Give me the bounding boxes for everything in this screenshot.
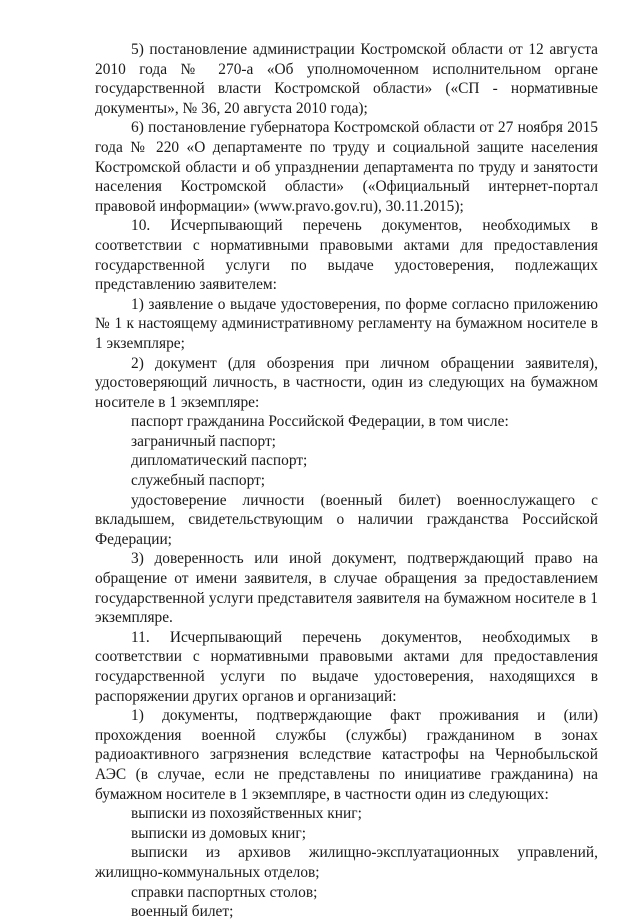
document-page (95, 40, 598, 922)
list-item-archive-extracts: выписки из архивов жилищно-эксплуатационных управлений, жилищно-коммунальных отделов; (95, 844, 598, 881)
list-item-military-card: военный билет; (131, 903, 234, 921)
paragraph-section-10: 10. Исчерпывающий перечень документов, необходимых в соответствии с нормативными правовыми актами для предоставления государственной услуги по выдаче удостоверения, подлежащих представлению заявителем: (95, 217, 598, 294)
list-item-passport-rf: паспорт гражданина Российской Федерации, в том числе: (131, 413, 509, 431)
paragraph-subitem-1-residence: 1) документы, подтверждающие факт проживания и (или) прохождения военной службы (службы) гражданином в зонах радиоактивного загрязнения вследствие катастрофы на Чернобыльской АЭС (в случае, если не представлены по инициативе гражданина) на бумажном носителе в 1 экземпляре, в частности один из следующих: (95, 707, 598, 803)
list-item-house-books: выписки из домовых книг; (131, 824, 306, 842)
list-item-service-passport: служебный паспорт; (131, 472, 266, 490)
list-item-diplomatic-passport: дипломатический паспорт; (131, 452, 308, 470)
paragraph-subitem-2: 2) документ (для обозрения при личном обращении заявителя), удостоверяющий личность, в частности, один из следующих на бумажном носителе в 1 экземпляре: (95, 354, 598, 411)
paragraph-subitem-3: 3) доверенность или иной документ, подтверждающий право на обращение от имени заявителя, в случае обращения за предоставлением государственной услуги представителя заявителя на бумажном носителе в 1 экземпляре. (95, 550, 598, 627)
list-item-passport-office: справки паспортных столов; (131, 883, 318, 901)
list-item-foreign-passport: заграничный паспорт; (131, 432, 276, 450)
paragraph-item-6: 6) постановление губернатора Костромской области от 27 ноября 2015 года № 220 «О департаменте по труду и социальной защите населения Костромской области и об упразднении департамента по труду и занятости населения Костромской области» («Официальный интернет-портал правовой информации» (www.pravo.gov.ru), 30.11.2015); (95, 119, 598, 215)
list-item-military-id: удостоверение личности (военный билет) военнослужащего с вкладышем, свидетельствующим о наличии гражданства Российской Федерации; (95, 491, 598, 548)
paragraph-section-11: 11. Исчерпывающий перечень документов, необходимых в соответствии с нормативными правовыми актами для предоставления государственной услуги по выдаче удостоверения, находящихся в распоряжении других органов и организаций: (95, 628, 598, 705)
paragraph-subitem-1: 1) заявление о выдаче удостоверения, по форме согласно приложению № 1 к настоящему административному регламенту на бумажном носителе в 1 экземпляре; (95, 295, 598, 352)
paragraph-item-5: 5) постановление администрации Костромской области от 12 августа 2010 года № 270-а «Об уполномоченном исполнительном органе государственной власти Костромской области» («СП - нормативные документы», № 36, 20 августа 2010 года); (95, 41, 598, 117)
list-item-household-books: выписки из похозяйственных книг; (131, 805, 362, 823)
